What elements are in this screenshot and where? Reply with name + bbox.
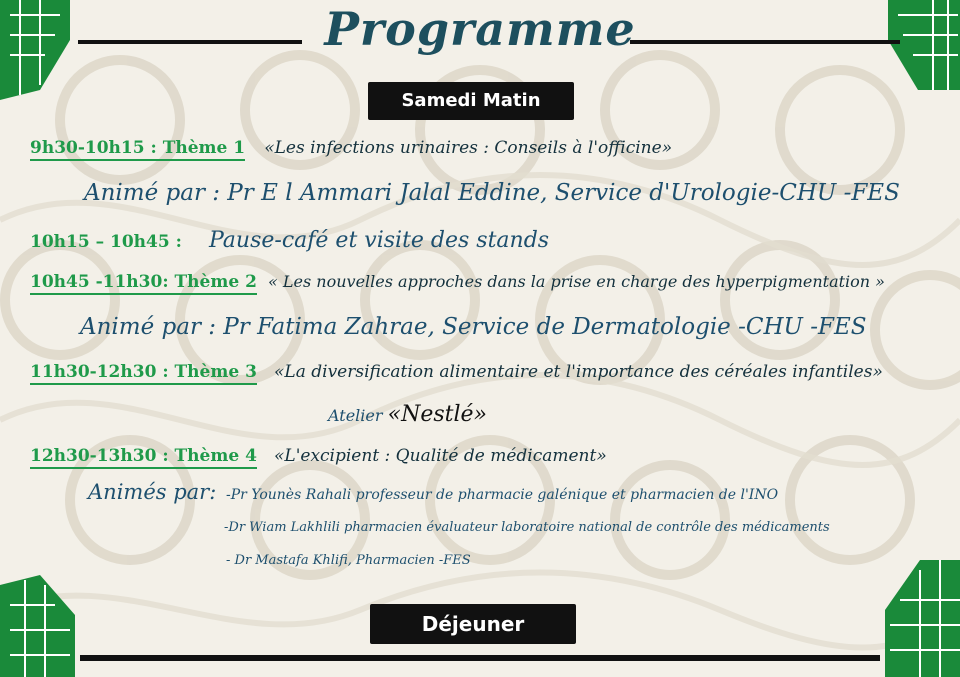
animator-theme1: Animé par : Pr E l Ammari Jalal Eddine, Service d'Urologie-CHU -FES: [84, 180, 900, 206]
page-title: Programme: [324, 2, 636, 56]
session-4: [30, 446, 607, 466]
session-time: 10h45 -11h30: Thème 2: [30, 272, 257, 295]
session-topic: «Les infections urinaires : Conseils à l'officine»: [264, 138, 673, 158]
session-time: 9h30-10h15 : Thème 1: [30, 138, 245, 161]
break-label: Pause-café et visite des stands: [208, 228, 550, 253]
atelier-label: Atelier: [328, 406, 383, 425]
session-1: [30, 138, 672, 158]
animator-item: - Dr Mastafa Khlifi, Pharmacien -FES: [226, 553, 471, 568]
atelier-brand: «Nestlé»: [387, 402, 488, 427]
animator-theme2: Animé par : Pr Fatima Zahrae, Service de Dermatologie -CHU -FES: [80, 314, 867, 340]
coffee-break: [30, 228, 549, 253]
session-3: [30, 362, 883, 382]
animators-label: Animés par:: [88, 480, 217, 504]
session-2: [30, 272, 885, 292]
day-badge: Samedi Matin: [368, 82, 574, 120]
atelier-line: [328, 402, 487, 427]
animator-item: -Dr Wiam Lakhlili pharmacien évaluateur laboratoire national de contrôle des médicaments: [224, 520, 830, 535]
lunch-badge: Déjeuner: [370, 604, 576, 644]
corner-ornament-bottom-left: [0, 575, 80, 677]
session-topic: «L'excipient : Qualité de médicament»: [274, 446, 607, 466]
break-time: 10h15 – 10h45 :: [30, 232, 182, 252]
animator-item: -Pr Younès Rahali professeur de pharmacie galénique et pharmacien de l'INO: [226, 487, 779, 503]
session-topic: «La diversification alimentaire et l'importance des céréales infantiles»: [274, 362, 883, 382]
session-topic: « Les nouvelles approches dans la prise en charge des hyperpigmentation »: [268, 272, 885, 291]
session-time: 12h30-13h30 : Thème 4: [30, 446, 257, 469]
footer-rule: [80, 655, 880, 661]
corner-ornament-bottom-right: [880, 560, 960, 677]
session-time: 11h30-12h30 : Thème 3: [30, 362, 257, 385]
